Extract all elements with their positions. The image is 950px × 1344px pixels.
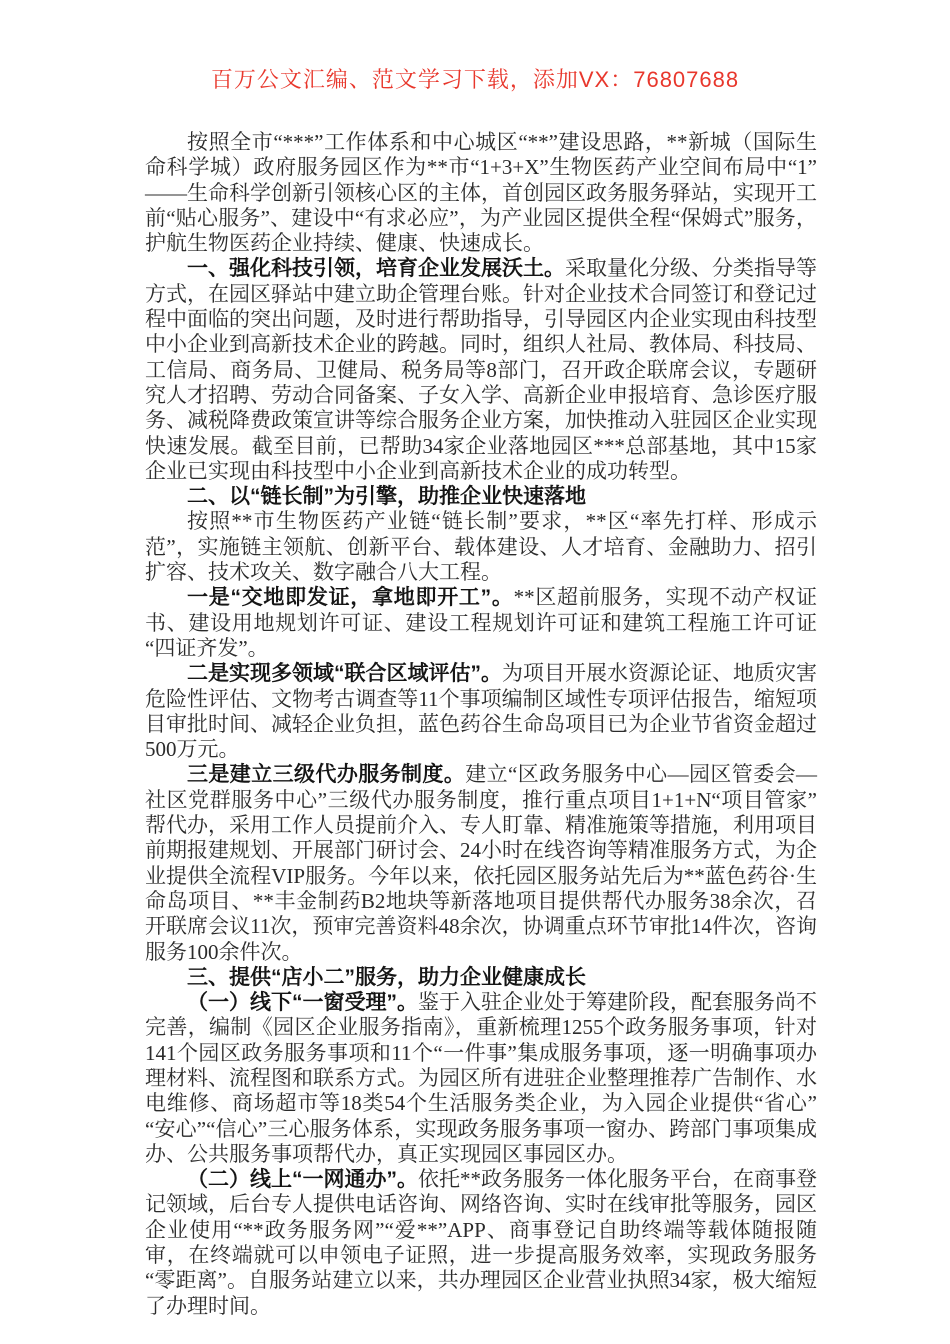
paragraph-intro bbox=[145, 130, 817, 256]
section-2-heading bbox=[145, 484, 817, 509]
section-2-heading-text: 二、以“链长制”为引擎，助推企业快速落地 bbox=[187, 485, 586, 509]
point-1-lead: 一是“交地即发证，拿地即开工”。 bbox=[187, 586, 514, 610]
paragraph-text: 按照全市“***”工作体系和中心城区“**”建设思路，**新城（国际生命科学城）政府服务园区作为**市“1+3+X”生物医药产业空间布局中“1”——生命科学创新引领核心区的主体，首创园区政务服务驿站，实现开工前“贴心服务”、建设中“有求必应”，为产业园区提供全程“保姆式”服务，护航生物医药企业持续、健康、快速成长。 bbox=[145, 130, 817, 256]
paragraph-text: 为项目开展水资源论证、地质灾害危险性评估、文物考古调查等11个事项编制区域性专项评估报告，缩短项目审批时间、减轻企业负担，蓝色药谷生命岛项目已为企业节省资金超过500万元。 bbox=[145, 661, 817, 762]
paragraph-sub-1 bbox=[145, 990, 817, 1167]
document-body bbox=[145, 130, 817, 1319]
paragraph-point-3 bbox=[145, 762, 817, 964]
section-1-lead: 一、强化科技引领，培育企业发展沃土。 bbox=[187, 257, 565, 281]
paragraph-text: 采取量化分级、分类指导等方式，在园区驿站中建立助企管理台账。针对企业技术合同签订和登记过程中面临的突出问题，及时进行帮助指导，引导园区内企业实现由科技型中小企业到高新技术企业的跨越。同时，组织人社局、教体局、科技局、工信局、商务局、卫健局、税务局等8部门，召开政企联席会议，专题研究人才招聘、劳动合同备案、子女入学、高新企业申报培育、急诊医疗服务、减税降费政策宣讲等综合服务企业方案，加快推动入驻园区企业实现快速发展。截至目前，已帮助34家企业落地园区***总部基地，其中15家企业已实现由科技型中小企业到高新技术企业的成功转型。 bbox=[145, 256, 817, 483]
paragraph-text: 建立“区政务服务中心—园区管委会—社区党群服务中心”三级代办服务制度，推行重点项目1+1+N“项目管家”帮代办，采用工作人员提前介入、专人盯靠、精准施策等措施，利用项目前期报建规划、开展部门研讨会、24小时在线咨询等精准服务方式，为企业提供全流程VIP服务。今年以来，依托园区服务站先后为**蓝色药谷·生命岛项目、**丰金制药B2地块等新落地项目提供帮代办服务38余次，召开联席会议11次，预审完善资料48余次，协调重点环节审批14件次，咨询服务100余件次。 bbox=[145, 762, 817, 964]
paragraph-text: 依托**政务服务一体化服务平台，在商事登记领域，后台专人提供电话咨询、网络咨询、实时在线审批等服务，园区企业使用“**政务服务网”“爱**”APP、商事登记自助终端等载体随报随审，在终端就可以申领电子证照，进一步提高服务效率，实现政务服务“零距离”。自服务站建立以来，共办理园区企业营业执照34家，极大缩短了办理时间。 bbox=[145, 1167, 817, 1318]
sub-2-lead: （二）线上“一网通办”。 bbox=[187, 1168, 418, 1192]
section-3-heading bbox=[145, 965, 817, 990]
paragraph-sub-2 bbox=[145, 1167, 817, 1319]
watermark-banner: 百万公文汇编、范文学习下载，添加VX：76807688 bbox=[210, 67, 740, 92]
point-2-lead: 二是实现多领域“联合区域评估”。 bbox=[187, 662, 502, 686]
paragraph-point-1 bbox=[145, 585, 817, 661]
paragraph-text: **区超前服务，实现不动产权证书、建设用地规划许可证、建设工程规划许可证和建筑工程施工许可证“四证齐发”。 bbox=[145, 585, 818, 660]
paragraph-point-2 bbox=[145, 661, 817, 762]
sub-1-lead: （一）线下“一窗受理”。 bbox=[187, 991, 418, 1015]
section-3-heading-text: 三、提供“店小二”服务，助力企业健康成长 bbox=[187, 965, 586, 989]
paragraph-section-2-intro bbox=[145, 509, 817, 585]
paragraph-text: 按照**市生物医药产业链“链长制”要求，**区“率先打样、形成示范”，实施链主领航、创新平台、载体建设、人才培育、金融助力、招引扩容、技术攻关、数字融合八大工程。 bbox=[145, 509, 817, 585]
paragraph-section-1 bbox=[145, 256, 817, 484]
paragraph-text: 鉴于入驻企业处于筹建阶段，配套服务尚不完善，编制《园区企业服务指南》，重新梳理1255个政务服务事项，针对141个园区政务服务事项和11个“一件事”集成服务事项，逐一明确事项办理材料、流程图和联系方式。为园区所有进驻企业整理推荐广告制作、水电维修、商场超市等18类54个生活服务类企业，为入园企业提供“省心”“安心”“信心”三心服务体系，实现政务服务事项一窗办、跨部门事项集成办、公共服务事项帮代办，真正实现园区事园区办。 bbox=[145, 990, 817, 1166]
point-3-lead: 三是建立三级代办服务制度。 bbox=[187, 763, 466, 787]
